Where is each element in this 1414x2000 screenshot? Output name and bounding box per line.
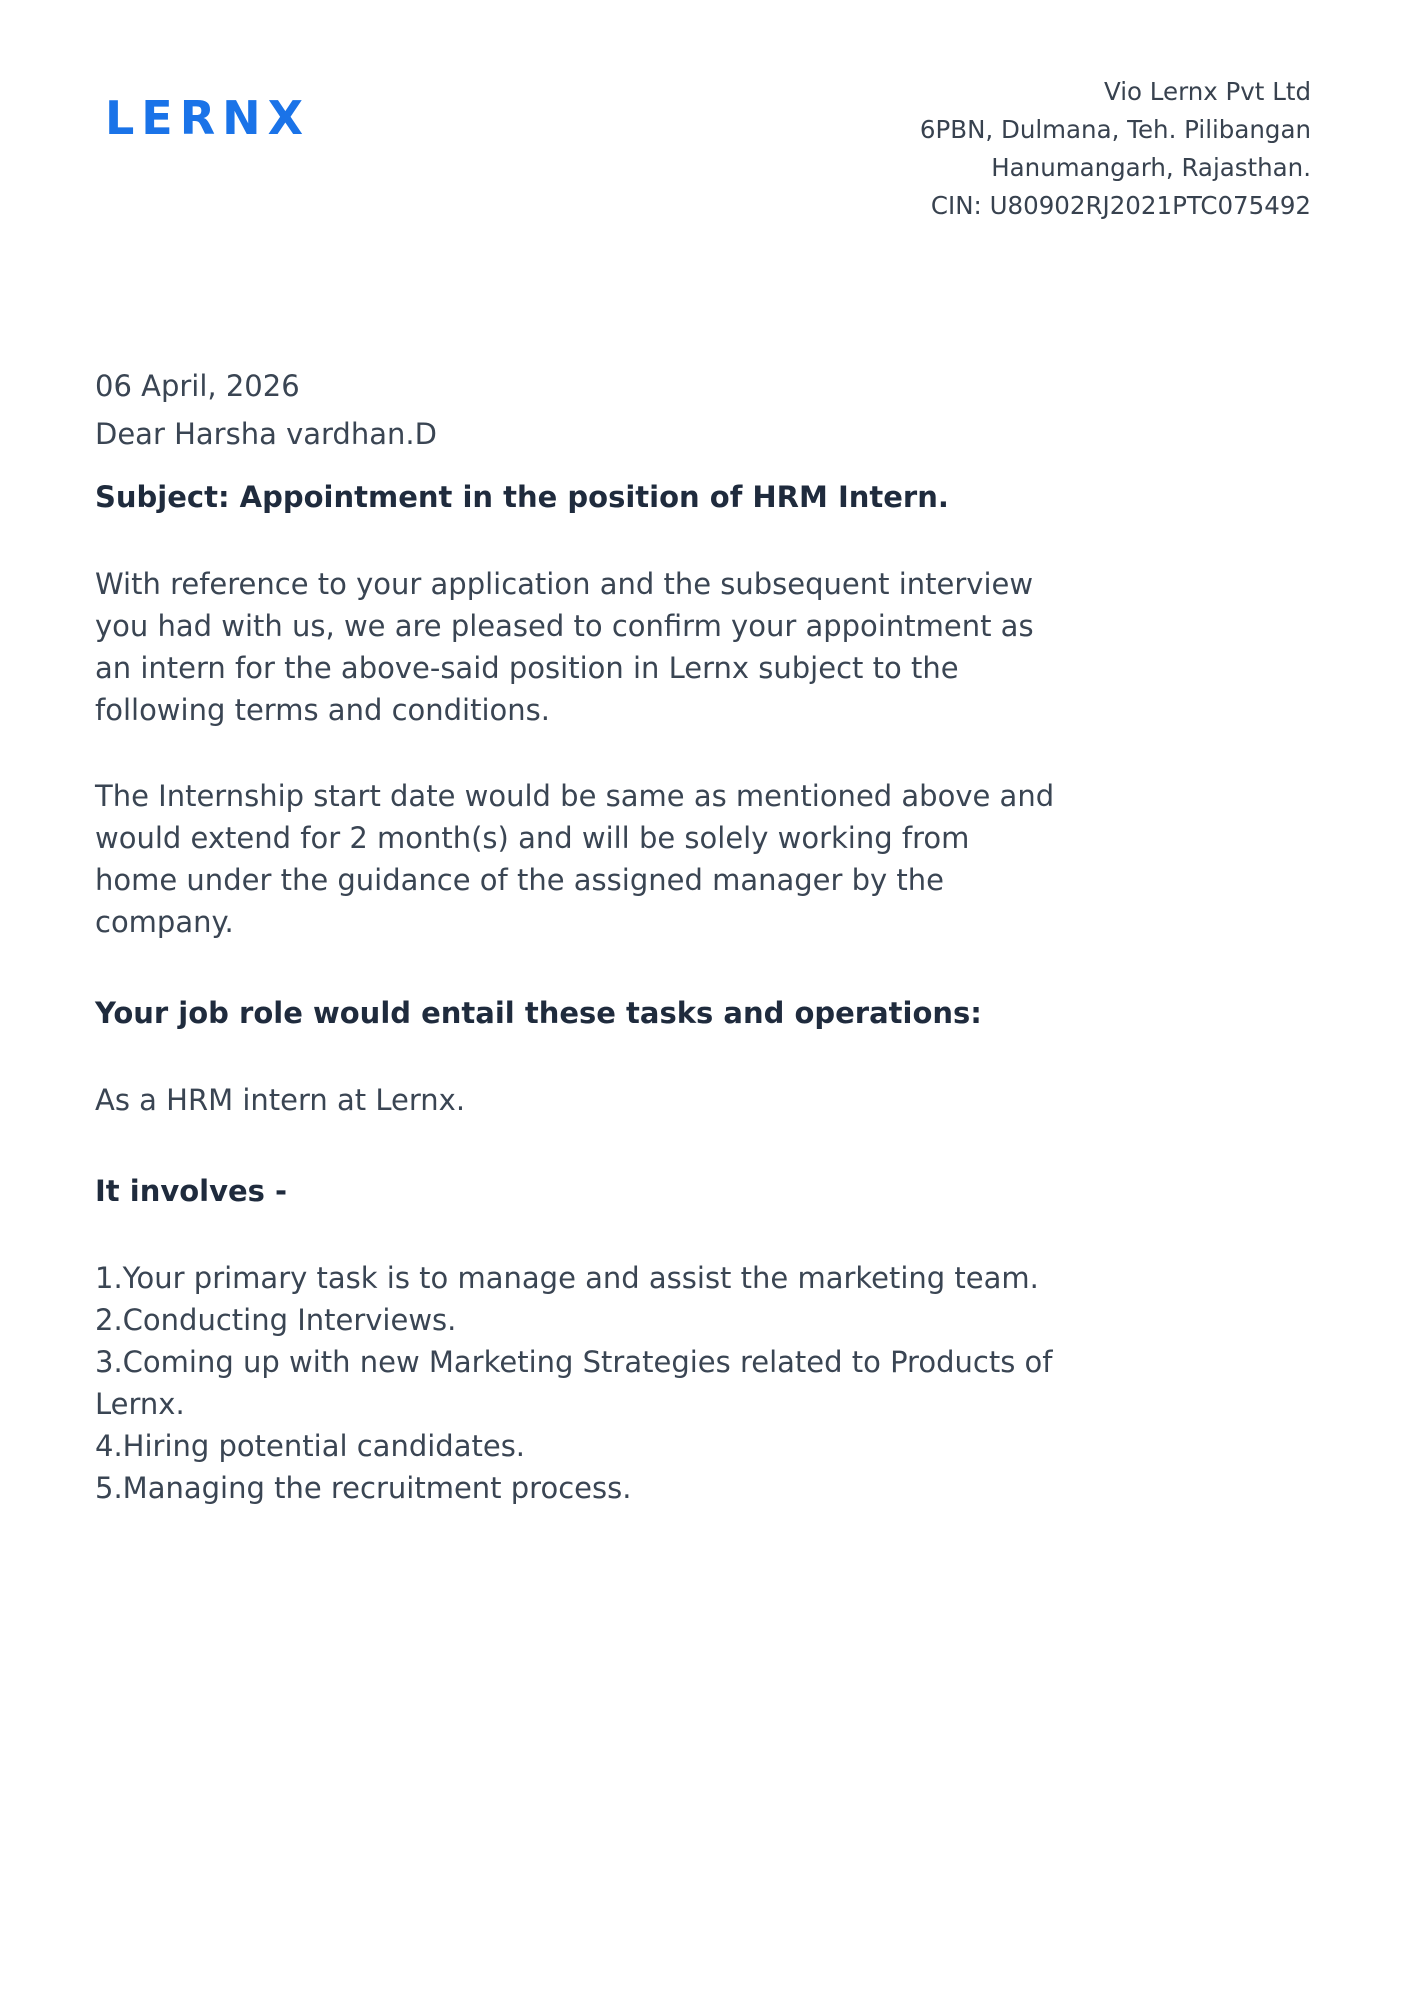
logo-text: LERNX bbox=[105, 91, 311, 145]
task-item: 2.Conducting Interviews. bbox=[95, 1302, 457, 1337]
company-cin: CIN: U80902RJ2021PTC075492 bbox=[930, 190, 1311, 220]
company-address-block bbox=[920, 55, 1319, 225]
task-item: 1.Your primary task is to manage and assist the marketing team. bbox=[95, 1260, 1039, 1295]
job-role-heading: Your job role would entail these tasks and operations: bbox=[95, 996, 982, 1031]
task-item: 5.Managing the recruitment process. bbox=[95, 1470, 632, 1505]
job-role-intro: As a HRM intern at Lernx. bbox=[95, 1082, 466, 1117]
task-item: 3.Coming up with new Marketing Strategies related to Products of Lernx. bbox=[95, 1344, 1053, 1421]
company-address-line-2: Hanumangarh, Rajasthan. bbox=[991, 152, 1311, 182]
letter-date: 06 April, 2026 bbox=[95, 368, 300, 403]
paragraph-reference: With reference to your application and the subsequent interview you had with us, we are pleased to confirm your appointment as an intern for the above-said position in Lernx subject to the following terms and conditions. bbox=[95, 566, 1034, 727]
letter-salutation: Dear Harsha vardhan.D bbox=[95, 416, 437, 451]
task-item: 4.Hiring potential candidates. bbox=[95, 1428, 526, 1463]
paragraph-duration: The Internship start date would be same as mentioned above and would extend for 2 month(s) and will be solely working from home under the guidance of the assigned manager by the company. bbox=[95, 778, 1055, 940]
letter-subject: Subject: Appointment in the position of HRM Intern. bbox=[95, 479, 949, 514]
company-name: Vio Lernx Pvt Ltd bbox=[1103, 77, 1311, 106]
task-list bbox=[95, 1257, 1055, 1509]
letterhead bbox=[95, 55, 1319, 225]
company-logo bbox=[105, 91, 311, 145]
letter-body bbox=[95, 365, 1319, 1509]
company-address-line-1: 6PBN, Dulmana, Teh. Pilibangan bbox=[919, 114, 1311, 144]
involves-heading: It involves - bbox=[95, 1173, 288, 1208]
